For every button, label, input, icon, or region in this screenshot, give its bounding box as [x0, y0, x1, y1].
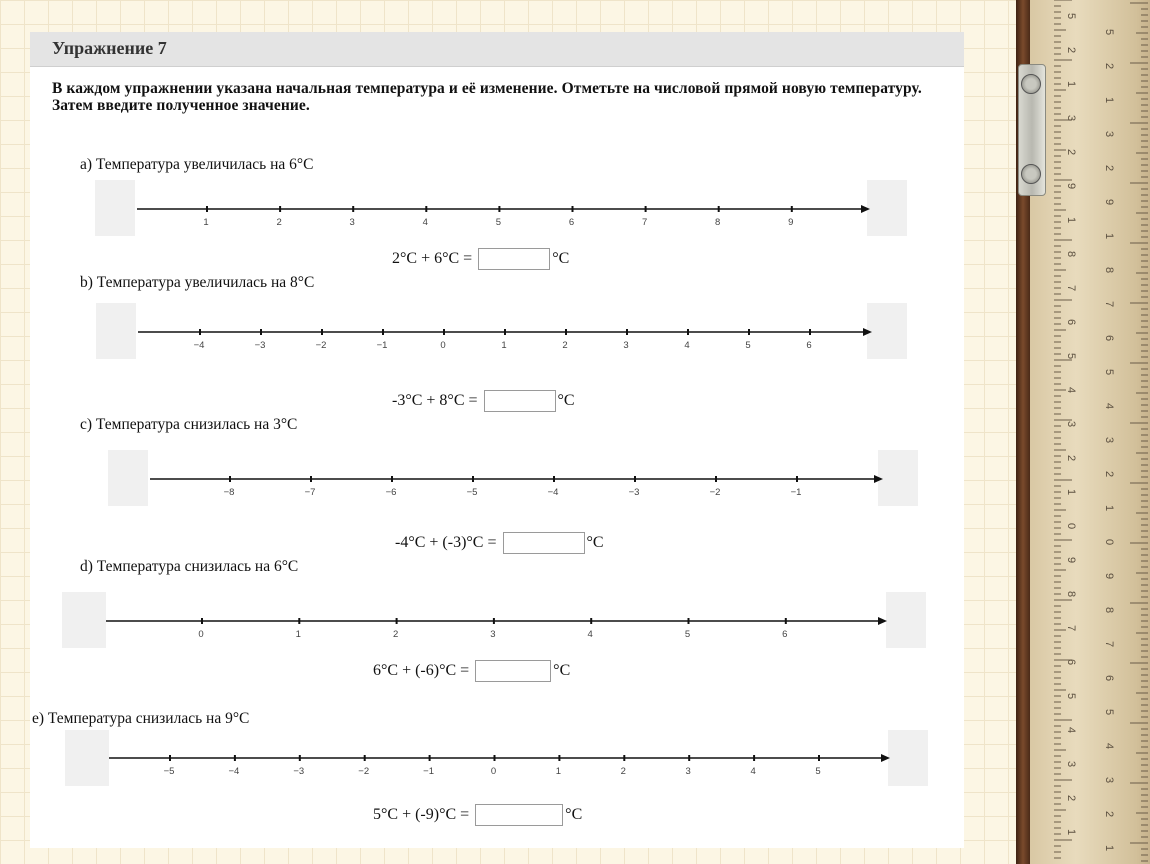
ruler-number: 7	[1065, 284, 1078, 292]
ruler-number: 2	[1103, 164, 1116, 172]
ruler-number: 1	[1103, 504, 1116, 512]
ruler-number: 7	[1103, 640, 1116, 648]
ruler-number: 6	[1065, 318, 1078, 326]
ruler-number: 2	[1103, 62, 1116, 70]
task-d-number-line[interactable]	[62, 592, 926, 648]
tick-label: 0	[198, 629, 204, 640]
task-b-equation-row	[392, 390, 575, 412]
tick-label: 5	[815, 766, 821, 777]
tick-label: 5	[745, 340, 751, 351]
ruler-number: 5	[1103, 28, 1116, 36]
tick-label: −1	[790, 487, 802, 498]
task-a-equation: 2°C + 6°C =	[392, 250, 473, 267]
ruler-number: 0	[1065, 522, 1078, 530]
ruler-number: 1	[1065, 80, 1078, 88]
tick-label: 0	[440, 340, 446, 351]
task-a-number-line[interactable]	[95, 180, 907, 236]
task-e-unit: °C	[565, 806, 583, 823]
axis-arrow-icon	[881, 754, 890, 762]
ruler-number: 3	[1065, 760, 1078, 768]
task-e-answer-input[interactable]	[475, 804, 563, 826]
tick-label: 6	[806, 340, 812, 351]
ruler-number: 1	[1103, 844, 1116, 852]
axis-arrow-icon	[878, 617, 887, 625]
tick-label: 3	[685, 766, 691, 777]
ruler-number: 1	[1065, 216, 1078, 224]
tick-label: 4	[422, 217, 428, 228]
tick-label: −7	[304, 487, 316, 498]
ruler-number: 1	[1065, 488, 1078, 496]
tick-label: −4	[547, 487, 559, 498]
tick-label: −8	[223, 487, 235, 498]
ruler-number: 2	[1103, 810, 1116, 818]
task-b-label: b) Температура увеличилась на 8°C	[80, 274, 315, 291]
axis-arrow-icon	[861, 205, 870, 213]
tick-label: −4	[228, 766, 240, 777]
ruler-number: 6	[1065, 658, 1078, 666]
ruler-number: 9	[1103, 198, 1116, 206]
tick-label: 1	[501, 340, 507, 351]
task-b-axis[interactable]	[96, 303, 907, 359]
tick-label: 3	[623, 340, 629, 351]
tick-label: −6	[385, 487, 397, 498]
ruler-number: 3	[1103, 776, 1116, 784]
tick-label: 8	[715, 217, 721, 228]
tick-label: 5	[684, 629, 691, 640]
tick-label: 6	[782, 629, 788, 640]
ruler-number: 9	[1103, 572, 1116, 580]
task-c-equation-row	[395, 532, 604, 554]
task-a-equation-row	[392, 248, 569, 270]
tick-label: 5	[495, 217, 502, 228]
task-e-equation-row	[373, 804, 582, 826]
tick-label: −3	[628, 487, 640, 498]
ruler-number: 6	[1103, 334, 1116, 342]
task-d-equation-row	[373, 660, 570, 682]
task-a-answer-input[interactable]	[478, 248, 550, 270]
ruler-number: 1	[1103, 96, 1116, 104]
tick-label: −5	[163, 766, 175, 777]
task-b-equation: -3°C + 8°C =	[392, 392, 478, 409]
ruler-ticks	[1030, 0, 1150, 864]
task-d-equation: 6°C + (-6)°C =	[373, 662, 470, 679]
tick-label: −2	[315, 340, 327, 351]
screw-icon	[1021, 74, 1041, 94]
task-c-equation: -4°C + (-3)°C =	[395, 534, 497, 551]
ruler-number: 5	[1065, 12, 1078, 20]
task-c-unit: °C	[586, 534, 604, 551]
ruler-number: 5	[1103, 368, 1116, 376]
tick-label: 2	[562, 340, 568, 351]
tick-label: −2	[358, 766, 370, 777]
task-c-label: c) Температура снизилась на 3°C	[80, 416, 298, 433]
ruler-number: 9	[1065, 556, 1078, 564]
ruler-number: 0	[1103, 538, 1116, 546]
tick-label: 4	[684, 340, 690, 351]
ruler-number: 3	[1103, 130, 1116, 138]
ruler-number: 2	[1065, 46, 1078, 54]
ruler-number: 4	[1065, 386, 1078, 394]
task-e-label: e) Температура снизилась на 9°C	[32, 710, 250, 727]
ruler-number: 1	[1065, 828, 1078, 836]
task-a-unit: °C	[552, 250, 570, 267]
task-d-axis[interactable]	[62, 592, 926, 648]
ruler-number: 4	[1103, 742, 1116, 750]
ruler-number: 8	[1065, 590, 1078, 598]
ruler-number: 3	[1103, 436, 1116, 444]
tick-label: 6	[568, 217, 575, 228]
tick-label: −4	[193, 340, 205, 351]
tick-label: 3	[349, 217, 355, 228]
ruler-number: 3	[1065, 114, 1078, 122]
ruler-number: 8	[1103, 266, 1116, 274]
tick-label: −5	[466, 487, 478, 498]
task-d-unit: °C	[553, 662, 571, 679]
ruler-number: 8	[1065, 250, 1078, 258]
header-bar	[30, 32, 964, 67]
tick-label: 1	[555, 766, 562, 777]
tick-label: −3	[254, 340, 266, 351]
tick-label: −2	[709, 487, 721, 498]
task-e-axis[interactable]	[65, 730, 928, 786]
tick-label: 4	[587, 629, 593, 640]
ruler-number: 8	[1103, 606, 1116, 614]
ruler-number: 2	[1065, 454, 1078, 462]
ruler-number: 3	[1065, 420, 1078, 428]
ruler-number: 2	[1065, 794, 1078, 802]
tick-label: 7	[641, 217, 648, 228]
task-d-label: d) Температура снизилась на 6°C	[80, 558, 299, 575]
axis-arrow-icon	[863, 328, 872, 336]
task-c-answer-input[interactable]	[503, 532, 585, 554]
exercise-title: Упражнение 7	[52, 38, 167, 58]
tick-label: 1	[203, 217, 209, 228]
task-a-label: a) Температура увеличилась на 6°C	[80, 156, 314, 173]
task-e-number-line[interactable]	[65, 730, 928, 786]
tick-label: 1	[295, 629, 301, 640]
task-c-number-line[interactable]	[108, 450, 918, 506]
tick-label: 3	[490, 629, 496, 640]
instructions: В каждом упражнении указана начальная температура и её изменение. Отметьте на числовой прямой новую температуру. Затем введите полученное значение.	[52, 80, 922, 114]
task-c-axis[interactable]	[108, 450, 918, 506]
ruler-number: 1	[1103, 232, 1116, 240]
ruler-number: 7	[1065, 624, 1078, 632]
task-d-answer-input[interactable]	[475, 660, 551, 682]
ruler-number: 2	[1065, 148, 1078, 156]
task-a-axis[interactable]	[95, 180, 907, 236]
tick-label: −1	[376, 340, 388, 351]
ruler-number: 4	[1065, 726, 1078, 734]
ruler-number: 5	[1065, 692, 1078, 700]
axis-arrow-icon	[874, 475, 883, 483]
task-b-unit: °C	[557, 392, 575, 409]
task-e-equation: 5°C + (-9)°C =	[373, 806, 470, 823]
ruler-number: 2	[1103, 470, 1116, 478]
ruler-number: 9	[1065, 182, 1078, 190]
tick-label: 9	[788, 217, 794, 228]
tick-label: 2	[276, 217, 282, 228]
tick-label: 0	[490, 766, 497, 777]
ruler-number: 4	[1103, 402, 1116, 410]
tick-label: −3	[293, 766, 305, 777]
task-b-number-line[interactable]	[96, 303, 907, 359]
tick-label: 2	[620, 766, 626, 777]
tick-label: 2	[392, 629, 399, 640]
ruler-number: 7	[1103, 300, 1116, 308]
task-b-answer-input[interactable]	[484, 390, 556, 412]
ruler-number: 5	[1065, 352, 1078, 360]
tick-label: −1	[423, 766, 435, 777]
ruler-number: 6	[1103, 674, 1116, 682]
ruler-number: 5	[1103, 708, 1116, 716]
tick-label: 4	[750, 766, 756, 777]
screw-icon	[1021, 164, 1041, 184]
